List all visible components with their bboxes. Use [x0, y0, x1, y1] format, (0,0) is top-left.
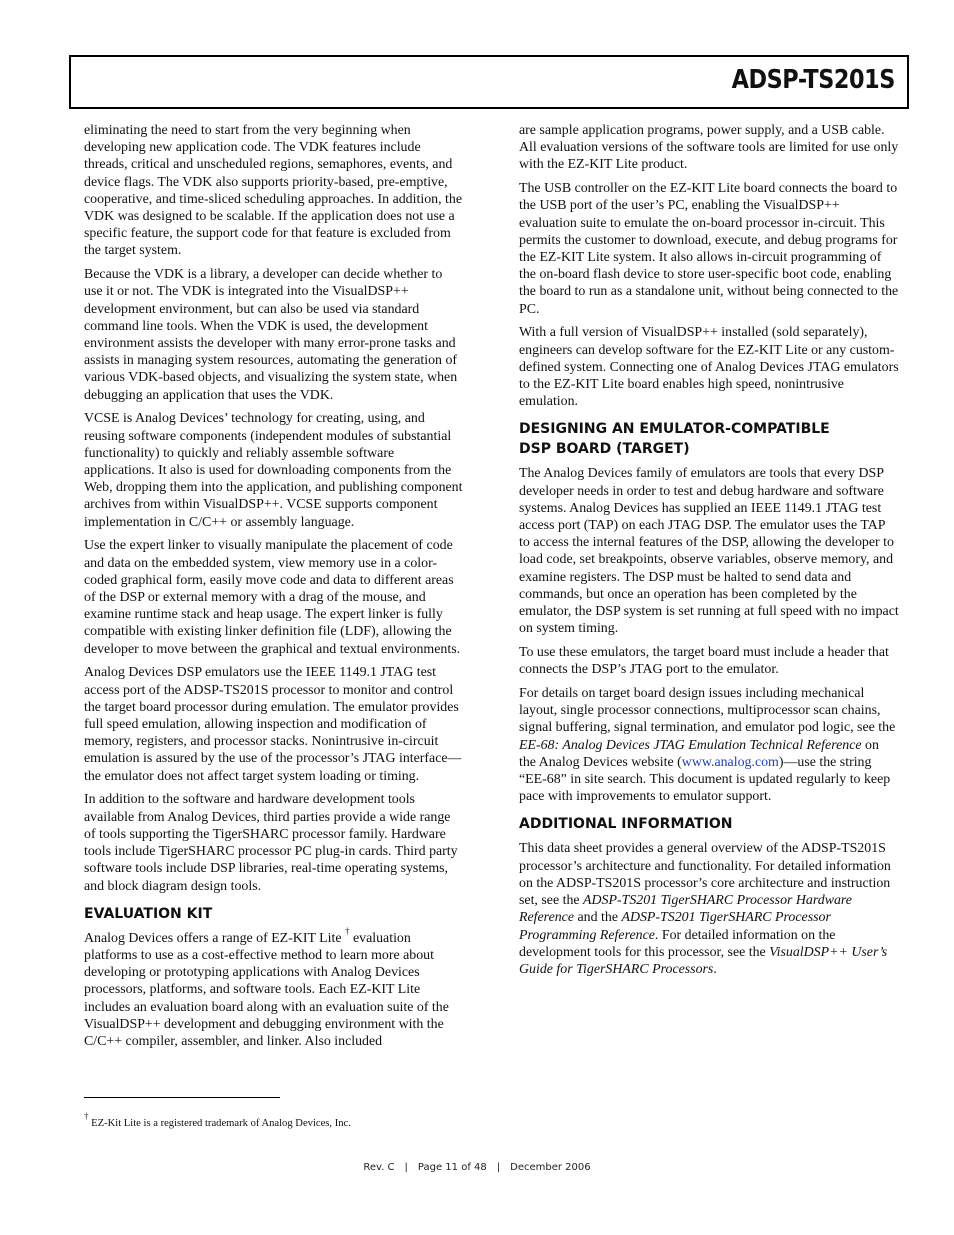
- text-run: evaluation platforms to use as a cost-effective method to learn more about developing or prototyping applications with Analog Devices processors, platforms, and software tools. Each EZ-KIT Lite includes an evaluation board along with an evaluation suite of the VisualDSP++ development and debugging environment with the C/C++ compiler, assembler, and linker. Also included: [84, 930, 449, 1049]
- reference-title: ADSP-TS201 TigerSHARC Processor Hardware Reference: [519, 893, 852, 926]
- text-run: This data sheet provides a general overview of the ADSP-TS201S processor’s architecture and functionality. For detailed information on the ADSP-TS201S processor’s core architecture and instruction set, see the: [519, 841, 891, 909]
- left-column: [84, 122, 464, 1057]
- reference-title: VisualDSP++ User’s Guide for TigerSHARC Processors: [519, 944, 888, 977]
- text-run: For details on target board design issues including mechanical layout, single processor connections, multiprocessor scan chains, signal buffering, signal termination, and emulator pod logic, see the: [519, 686, 896, 736]
- reference-title: ADSP-TS201 TigerSHARC Processor Programming Reference: [519, 910, 831, 943]
- footnote: [84, 1111, 584, 1131]
- paragraph: VCSE is Analog Devices’ technology for creating, using, and reusing software components (independent modules of substantial functionality) to quickly and reliably assemble software applications. It also is used for downloading components from the Web, dropping them into the application, and publishing component archives from within VisualDSP++. VCSE supports component implementation in C/C++ or assembly language.: [84, 411, 463, 530]
- footnote-divider: [84, 1097, 280, 1098]
- paragraph: [519, 840, 899, 978]
- text-run: . For detailed information on the development tools for this processor, see the: [519, 927, 836, 960]
- paragraph: With a full version of VisualDSP++ installed (sold separately), engineers can develop software for the EZ-KIT Lite or any custom-defined system. Connecting one of Analog Devices JTAG emulators to the EZ-KIT Lite board enables high speed, nonintrusive emulation.: [519, 325, 899, 410]
- paragraph: In addition to the software and hardware development tools available from Analog Devices, third parties provide a wide range of tools supporting the TigerSHARC processor family. Hardware tools include TigerSHARC processor PC plug-in cards. Third party software tools include DSP libraries, real-time operating systems, and block diagram design tools.: [84, 792, 458, 894]
- text-run: and the: [574, 910, 622, 926]
- header-box: [69, 55, 909, 109]
- paragraph: are sample application programs, power supply, and a USB cable. All evaluation versions of the software tools are limited for use only with the EZ-KIT Lite product.: [519, 123, 899, 173]
- reference-title: EE-68: Analog Devices JTAG Emulation Technical Reference: [519, 737, 862, 753]
- paragraph: To use these emulators, the target board must include a header that connects the DSP’s JTAG port to the emulator.: [519, 645, 889, 678]
- page-footer: [0, 1162, 954, 1173]
- page-number: Page 11 of 48: [417, 1162, 487, 1173]
- footnote-marker: †: [84, 1111, 89, 1122]
- footnote-marker: †: [345, 926, 350, 937]
- additional-information-heading: ADDITIONAL INFORMATION: [519, 816, 733, 833]
- footnote-text: EZ-Kit Lite is a registered trademark of Analog Devices, Inc.: [88, 1118, 351, 1129]
- text-run: Analog Devices offers a range of EZ-KIT Lite: [84, 930, 345, 946]
- text-run: on the Analog Devices website (: [519, 737, 879, 770]
- heading-line: DESIGNING AN EMULATOR-COMPATIBLE: [519, 421, 830, 438]
- heading-line: DSP BOARD (TARGET): [519, 441, 690, 458]
- paragraph: Analog Devices DSP emulators use the IEEE 1149.1 JTAG test access port of the ADSP-TS201S processor to monitor and control the target board processor during emulation. The emulator provides full speed emulation, allowing inspection and modification of memory, registers, and processor stacks. Nonintrusive in-circuit emulation is assured by the use of the processor’s JTAG interface—the emulator does not affect target system loading or timing.: [84, 665, 462, 784]
- revision: Rev. C: [363, 1162, 395, 1173]
- paragraph: Because the VDK is a library, a developer can decide whether to use it or not. The VDK is integrated into the VisualDSP++ development environment, but can also be used via standard command line tools. When the VDK is used, the development environment assists the developer with many error-prone tasks and assists in managing system resources, automating the generation of various VDK-based objects, and visualizing the system state, when debugging an application that uses the VDK.: [84, 267, 458, 403]
- paragraph: The Analog Devices family of emulators are tools that every DSP developer needs in order to test and debug hardware and software systems. Analog Devices has supplied an IEEE 1149.1 JTAG test access port (TAP) on each JTAG DSP. The emulator uses the TAP to access the internal features of the DSP, allowing the developer to load code, set breakpoints, observe variables, observe memory, and examine registers. The DSP must be halted to send data and commands, but once an operation has been completed by the emulator, the DSP system is set running at full speed with no impact on system timing.: [519, 466, 899, 637]
- text-run: )—use the string “EE-68” in site search. This document is updated regularly to keep pace with improvements to emulator support.: [519, 754, 891, 805]
- page-title: ADSP-TS201S: [731, 65, 895, 95]
- right-column: [519, 122, 899, 985]
- paragraph: eliminating the need to start from the very beginning when developing new application code. The VDK features include threads, critical and unscheduled regions, semaphores, events, and device flags. The VDK also supports priority-based, pre-emptive, cooperative, and time-sliced scheduling approaches. In addition, the VDK was designed to be scalable. If the application does not use a specific feature, the support code for that feature is excluded from the target system.: [84, 123, 463, 259]
- separator: |: [404, 1162, 408, 1173]
- date: December 2006: [510, 1162, 591, 1173]
- text-run: .: [713, 961, 717, 977]
- paragraph: [519, 685, 899, 805]
- designing-emulator-heading: [519, 419, 899, 459]
- evaluation-kit-heading: EVALUATION KIT: [84, 905, 213, 922]
- separator: |: [496, 1162, 501, 1173]
- paragraph: The USB controller on the EZ-KIT Lite board connects the board to the USB port of the user’s PC, enabling the VisualDSP++ evaluation suite to emulate the on-board processor in-circuit. This permits the customer to download, execute, and debug programs for the EZ-KIT Lite system. It also allows in-circuit programming of the on-board flash device to store user-specific boot code, enabling the board to run as a standalone unit, without being connected to the PC.: [519, 181, 899, 317]
- analog-website-link[interactable]: www.analog.com: [681, 754, 779, 770]
- paragraph: Use the expert linker to visually manipulate the placement of code and data on the embedded system, view memory use in a color-coded graphical form, easily move code and data to different areas of the DSP or external memory with a drag of the mouse, and examine runtime stack and heap usage. The expert linker is fully compatible with existing linker definition file (LDF), allowing the developer to move between the graphical and textual environments.: [84, 538, 461, 657]
- paragraph: [84, 926, 464, 1050]
